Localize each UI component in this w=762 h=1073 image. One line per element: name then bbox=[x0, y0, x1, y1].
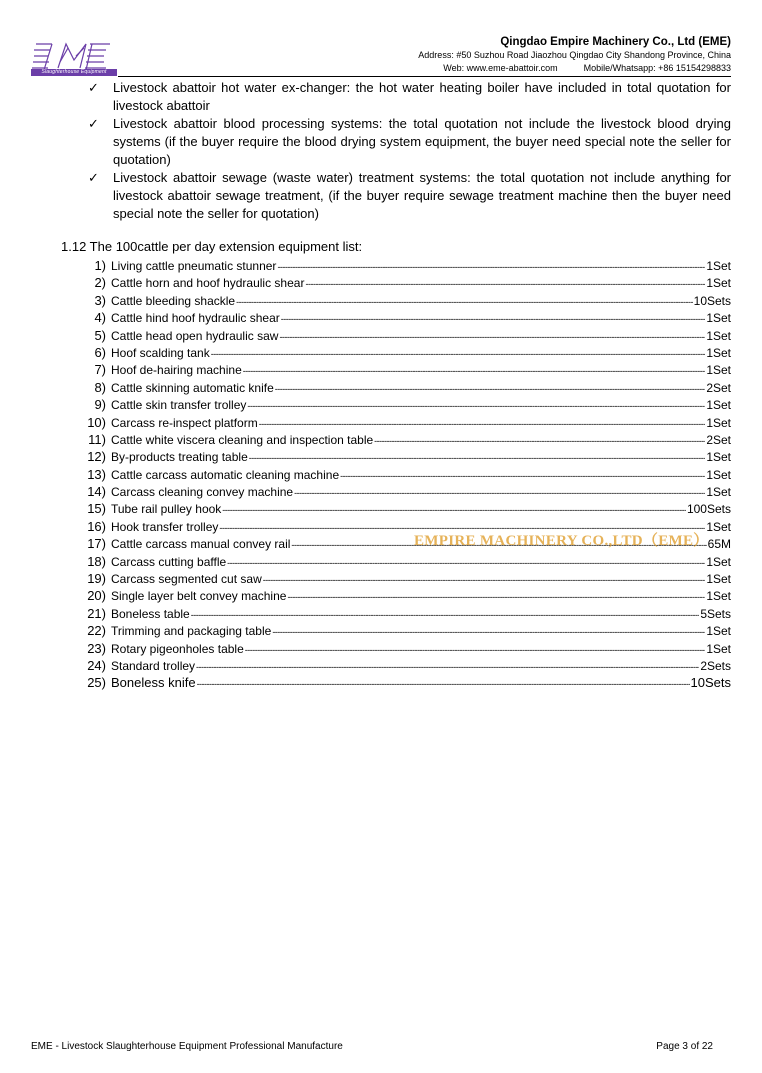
item-number: 15) bbox=[87, 501, 106, 517]
dot-leader bbox=[222, 504, 686, 516]
company-address: Address: #50 Suzhou Road Jiaozhou Qingdao City Shandong Province, China bbox=[418, 50, 731, 60]
item-number: 5) bbox=[94, 327, 106, 343]
equipment-item bbox=[84, 554, 731, 571]
bullet-text: Livestock abattoir hot water ex-changer: the hot water heating boiler have included in total quotation for livestock abattoir bbox=[113, 80, 731, 113]
item-name: By-products treating table bbox=[111, 450, 248, 465]
equipment-item bbox=[84, 362, 731, 379]
equipment-item bbox=[84, 623, 731, 640]
item-number: 17) bbox=[87, 536, 106, 552]
bullet-text: Livestock abattoir blood processing systems: the total quotation not include the livestock blood drying systems (if the buyer require the blood drying system equipment, the buyer need special note the seller for quotation) bbox=[113, 116, 731, 167]
item-number: 22) bbox=[87, 623, 106, 639]
item-number: 11) bbox=[88, 431, 106, 447]
item-name: Carcass segmented cut saw bbox=[111, 572, 262, 587]
item-number: 3) bbox=[94, 292, 106, 308]
item-name: Single layer belt convey machine bbox=[111, 589, 287, 604]
dot-leader bbox=[340, 470, 705, 482]
contact-line bbox=[443, 63, 731, 73]
checkmark-icon: ✓ bbox=[88, 170, 99, 185]
item-number: 16) bbox=[87, 518, 106, 534]
page-header bbox=[0, 0, 762, 80]
item-quantity: 1Set bbox=[706, 415, 731, 430]
dot-leader bbox=[249, 452, 706, 464]
item-number: 4) bbox=[94, 310, 106, 326]
bullet-list bbox=[88, 79, 731, 223]
item-name: Carcass cleaning convey machine bbox=[111, 485, 294, 500]
item-name: Cattle skinning automatic knife bbox=[111, 380, 274, 395]
dot-leader bbox=[191, 609, 700, 621]
item-name: Cattle head open hydraulic saw bbox=[111, 328, 279, 343]
item-number: 24) bbox=[87, 657, 106, 673]
item-name: Cattle white viscera cleaning and inspection table bbox=[111, 432, 374, 447]
item-quantity: 1Set bbox=[706, 276, 731, 291]
dot-leader bbox=[197, 678, 690, 690]
item-name: Carcass re-inspect platform bbox=[111, 415, 258, 430]
item-name: Boneless knife bbox=[111, 675, 196, 691]
equipment-item bbox=[84, 588, 731, 605]
dot-leader bbox=[245, 644, 706, 656]
dot-leader bbox=[281, 313, 706, 325]
page-number: Page 3 of 22 bbox=[656, 1041, 713, 1052]
equipment-item bbox=[84, 345, 731, 362]
dot-leader bbox=[263, 574, 706, 586]
dot-leader bbox=[236, 296, 693, 308]
equipment-item bbox=[84, 501, 731, 518]
equipment-item bbox=[84, 606, 731, 623]
item-name: Hook transfer trolley bbox=[111, 519, 219, 534]
item-name: Hoof de-hairing machine bbox=[111, 363, 242, 378]
item-name: Carcass cutting baffle bbox=[111, 554, 227, 569]
item-number: 2) bbox=[94, 275, 106, 291]
bullet-item bbox=[88, 79, 731, 115]
watermark: EMPIRE MACHINERY CO.,LTD（EME） bbox=[414, 533, 709, 549]
checkmark-icon: ✓ bbox=[88, 80, 99, 95]
item-quantity: 1Set bbox=[706, 328, 731, 343]
footer-text: EME - Livestock Slaughterhouse Equipment Professional Manufacture bbox=[31, 1041, 343, 1052]
item-number: 7) bbox=[94, 362, 106, 378]
phone-number: Mobile/Whatsapp: +86 15154298833 bbox=[583, 63, 731, 73]
item-quantity: 5Sets bbox=[700, 606, 731, 621]
item-name: Trimming and packaging table bbox=[111, 624, 272, 639]
item-number: 14) bbox=[87, 484, 106, 500]
item-number: 12) bbox=[87, 449, 106, 465]
item-number: 6) bbox=[94, 344, 106, 360]
item-quantity: 1Set bbox=[706, 485, 731, 500]
item-name: Cattle skin transfer trolley bbox=[111, 398, 247, 413]
item-number: 19) bbox=[87, 571, 106, 587]
bullet-text: Livestock abattoir sewage (waste water) treatment systems: the total quotation not include anything for livestock abattoir sewage treatment, (if the buyer require sewage treatment machine then the buyer need special note the seller for quotation) bbox=[113, 170, 731, 221]
item-name: Cattle hind hoof hydraulic shear bbox=[111, 311, 280, 326]
dot-leader bbox=[279, 331, 705, 343]
item-quantity: 100Sets bbox=[686, 502, 731, 517]
item-number: 18) bbox=[87, 553, 106, 569]
equipment-item bbox=[84, 675, 731, 692]
dot-leader bbox=[277, 261, 705, 273]
item-quantity: 1Set bbox=[706, 624, 731, 639]
dot-leader bbox=[275, 383, 706, 395]
header-divider bbox=[118, 76, 731, 77]
dot-leader bbox=[227, 557, 705, 569]
item-quantity: 1Set bbox=[706, 398, 731, 413]
item-quantity: 1Set bbox=[706, 311, 731, 326]
dot-leader bbox=[243, 365, 706, 377]
item-name: Cattle carcass automatic cleaning machine bbox=[111, 467, 340, 482]
item-name: Hoof scalding tank bbox=[111, 345, 210, 360]
item-quantity: 1Set bbox=[706, 363, 731, 378]
website-link[interactable]: Web: www.eme-abattoir.com bbox=[443, 63, 558, 73]
item-name: Rotary pigeonholes table bbox=[111, 641, 244, 656]
checkmark-icon: ✓ bbox=[88, 116, 99, 131]
dot-leader bbox=[287, 591, 705, 603]
equipment-item bbox=[84, 310, 731, 327]
item-number: 13) bbox=[87, 466, 106, 482]
item-number: 20) bbox=[87, 588, 106, 604]
bullet-item bbox=[88, 169, 731, 223]
equipment-item bbox=[84, 293, 731, 310]
item-number: 8) bbox=[94, 379, 106, 395]
item-quantity: 2Sets bbox=[700, 658, 731, 673]
bullet-item bbox=[88, 115, 731, 169]
dot-leader bbox=[374, 435, 705, 447]
item-name: Boneless table bbox=[111, 606, 190, 621]
item-quantity: 1Set bbox=[706, 589, 731, 604]
equipment-item bbox=[84, 415, 731, 432]
item-quantity: 10Sets bbox=[690, 675, 731, 691]
equipment-item bbox=[84, 658, 731, 675]
dot-leader bbox=[211, 348, 706, 360]
item-quantity: 1Set bbox=[706, 345, 731, 360]
item-quantity: 1Set bbox=[706, 467, 731, 482]
equipment-item bbox=[84, 571, 731, 588]
item-quantity: 65M bbox=[707, 537, 731, 552]
item-number: 10) bbox=[87, 414, 106, 430]
item-quantity: 1Set bbox=[706, 641, 731, 656]
item-quantity: 1Set bbox=[706, 259, 731, 273]
dot-leader bbox=[259, 418, 706, 430]
company-name: Qingdao Empire Machinery Co., Ltd (EME) bbox=[500, 36, 731, 48]
equipment-item bbox=[84, 275, 731, 292]
item-name: Tube rail pulley hook bbox=[111, 502, 222, 517]
item-quantity: 2Set bbox=[706, 432, 731, 447]
equipment-item bbox=[84, 397, 731, 414]
item-quantity: 2Set bbox=[706, 380, 731, 395]
dot-leader bbox=[305, 278, 705, 290]
dot-leader bbox=[294, 487, 705, 499]
item-quantity: 1Set bbox=[706, 572, 731, 587]
item-number: 1) bbox=[94, 258, 106, 273]
item-name: Cattle carcass manual convey rail bbox=[111, 537, 291, 552]
equipment-item bbox=[84, 328, 731, 345]
item-name: Cattle horn and hoof hydraulic shear bbox=[111, 276, 305, 291]
equipment-item bbox=[84, 380, 731, 397]
item-number: 23) bbox=[87, 640, 106, 656]
section-title: 1.12 The 100cattle per day extension equipment list: bbox=[61, 239, 363, 254]
item-quantity: 1Set bbox=[706, 450, 731, 465]
equipment-item bbox=[84, 484, 731, 501]
equipment-item bbox=[84, 432, 731, 449]
item-number: 21) bbox=[87, 605, 106, 621]
equipment-list bbox=[84, 258, 731, 693]
item-quantity: 10Sets bbox=[693, 293, 731, 308]
item-name: Standard trolley bbox=[111, 658, 196, 673]
equipment-item bbox=[84, 449, 731, 466]
logo-caption: Slaughterhouse Equipment bbox=[31, 69, 117, 76]
item-name: Living cattle pneumatic stunner bbox=[111, 259, 277, 273]
item-name: Cattle bleeding shackle bbox=[111, 293, 236, 308]
dot-leader bbox=[272, 626, 705, 638]
item-number: 25) bbox=[87, 675, 106, 691]
item-quantity: 1Set bbox=[706, 519, 731, 534]
equipment-item bbox=[84, 258, 731, 275]
item-quantity: 1Set bbox=[706, 554, 731, 569]
equipment-item bbox=[84, 467, 731, 484]
dot-leader bbox=[196, 661, 699, 673]
item-number: 9) bbox=[94, 397, 106, 413]
dot-leader bbox=[247, 400, 705, 412]
equipment-item bbox=[84, 641, 731, 658]
